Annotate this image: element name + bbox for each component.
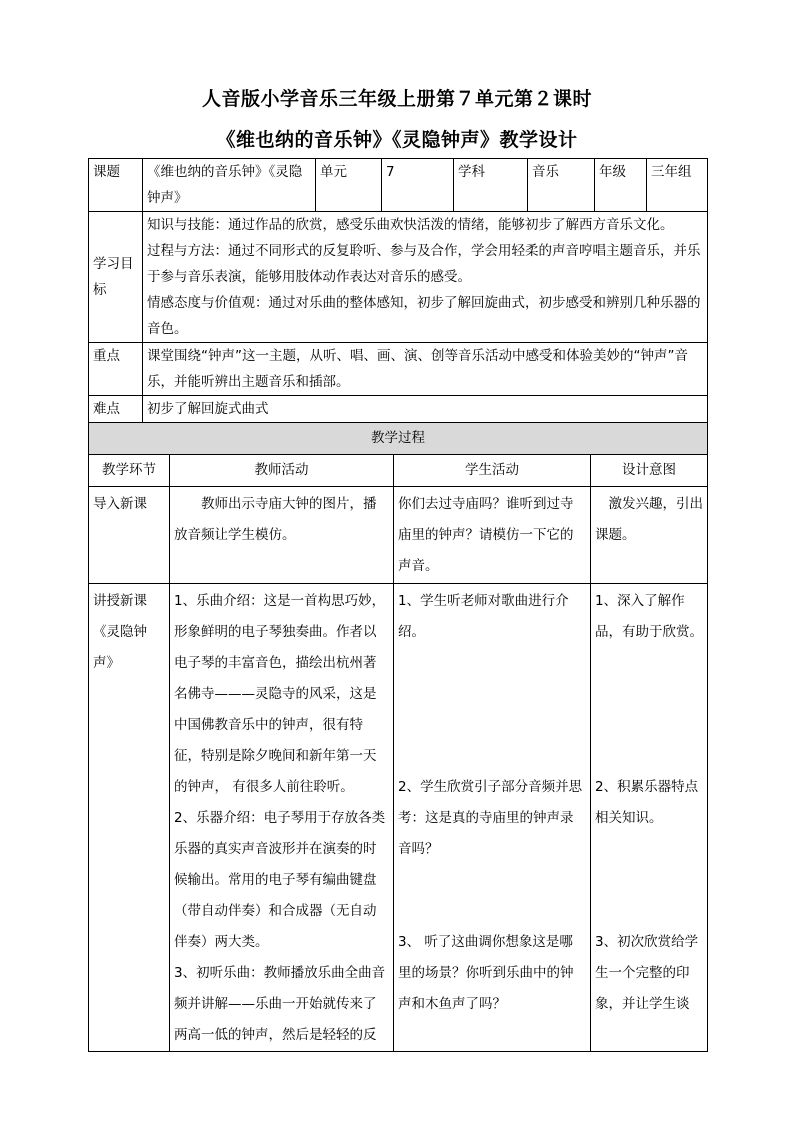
goals-content: [143, 212, 708, 343]
teacher-step-2: 2、乐器介绍：电子琴用于存放各类乐器的真实声音波形并在演奏的时候输出。常用的电子琴有编曲键盘（带自动伴奏）和合成器（无自动伴奏）两大类。: [174, 810, 386, 950]
grade-label: 年级: [595, 159, 647, 212]
unit-label: 单元: [316, 159, 382, 212]
col-student-header: 学生活动: [394, 455, 591, 487]
intro-teacher: 教师出示寺庙大钟的图片，播放音频让学生模仿。: [170, 487, 394, 584]
intent-step-1: 1、深入了解作品，有助于欣赏。: [595, 593, 703, 640]
intro-intent: 激发兴趣，引出课题。: [591, 487, 708, 584]
col-intent-header: 设计意图: [591, 455, 708, 487]
key-point-text: 课堂围绕“钟声”这一主题，从听、唱、画、演、创等音乐活动中感受和体验美妙的“钟声”音乐，并能听辨出主题音乐和插部。: [143, 343, 708, 396]
col-stage-header: 教学环节: [89, 455, 170, 487]
subject-value: 音乐: [528, 159, 595, 212]
process-header: 教学过程: [89, 423, 708, 455]
difficulty-label: 难点: [89, 396, 143, 423]
lesson-stage: 讲授新课《灵隐钟声》: [89, 584, 170, 1052]
goal-attitude: 情感态度与价值观：通过对乐曲的整体感知，初步了解回旋曲式，初步感受和辨别几种乐器的音色。: [147, 295, 701, 337]
lesson-plan-document: [88, 158, 707, 1052]
topic-value: 《维也纳的音乐钟》《灵隐钟声》: [143, 159, 316, 212]
goal-knowledge: 知识与技能：通过作品的欣赏，感受乐曲欢快活泼的情绪，能够初步了解西方音乐文化。: [147, 217, 674, 233]
lesson-student: [394, 584, 591, 1052]
goals-label: 学习目标: [89, 212, 143, 343]
info-table: [88, 158, 708, 423]
col-teacher-header: 教师活动: [170, 455, 394, 487]
intent-step-3: 3、初次欣赏给学生一个完整的印象，并让学生谈: [595, 934, 699, 1012]
lesson-intent: [591, 584, 708, 1052]
process-table: [88, 422, 708, 1052]
subject-label: 学科: [454, 159, 528, 212]
intent-step-2: 2、积累乐器特点相关知识。: [595, 779, 699, 826]
goal-process: 过程与方法：通过不同形式的反复聆听、参与及合作，学会用轻柔的声音哼唱主题音乐，并乐于参与音乐表演，能够用肢体动作表达对音乐的感受。: [147, 243, 701, 285]
topic-label: 课题: [89, 159, 143, 212]
grade-value: 三年组: [647, 159, 708, 212]
document-title-line1: 人音版小学音乐三年级上册第７单元第２课时: [201, 88, 592, 110]
difficulty-text: 初步了解回旋式曲式: [143, 396, 708, 423]
intro-stage: 导入新课: [89, 487, 170, 584]
student-step-3: 3、 听了这曲调你想象这是哪里的场景？你听到乐曲中的钟声和木鱼声了吗？: [398, 934, 574, 1012]
intro-student: 你们去过寺庙吗？谁听到过寺庙里的钟声？请模仿一下它的声音。: [394, 487, 591, 584]
student-step-2: 2、学生欣赏引子部分音频并思考：这是真的寺庙里的钟声录音吗？: [398, 779, 583, 857]
unit-value: 7: [382, 159, 454, 212]
document-title-line2: 《维也纳的音乐钟》《灵隐钟声》教学设计: [216, 129, 578, 151]
teacher-step-1: 1、乐曲介绍：这是一首构思巧妙，形象鲜明的电子琴独奏曲。作者以电子琴的丰富音色，描绘出杭州著名佛寺———灵隐寺的风采，这是中国佛教音乐中的钟声，很有特征，特别是除夕晚间和新年第一天的钟声， 有很多人前往聆听。: [174, 593, 386, 795]
lesson-teacher: [170, 584, 394, 1052]
key-point-label: 重点: [89, 343, 143, 396]
student-step-1: 1、学生听老师对歌曲进行介绍。: [398, 593, 569, 640]
teacher-step-3: 3、初听乐曲：教师播放乐曲全曲音频并讲解——乐曲一开始就传来了两高一低的钟声，然后是轻轻的反: [174, 965, 386, 1043]
